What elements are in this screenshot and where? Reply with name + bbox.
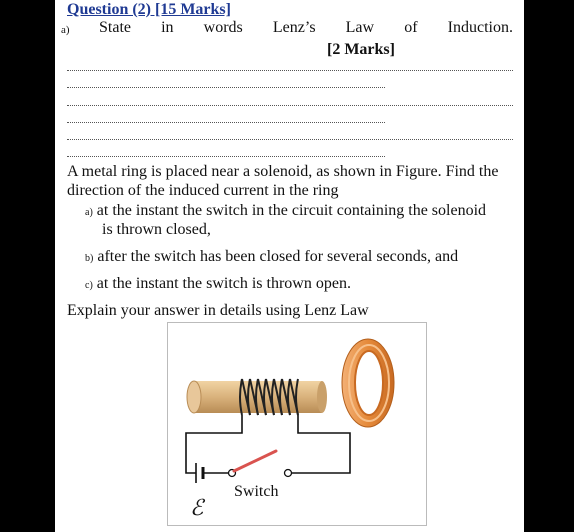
figure-illustration: [168, 323, 426, 525]
subpart-text: at the instant the switch is thrown open.: [96, 275, 351, 292]
metal-ring: [342, 339, 394, 427]
word: State: [99, 19, 131, 36]
word: Lenz’s: [272, 19, 316, 36]
subpart-marker: c): [85, 280, 93, 291]
word: Law: [345, 19, 375, 36]
solenoid-ring-figure: [167, 322, 427, 526]
answer-line: [67, 120, 385, 123]
part-a-marks: [2 Marks]: [327, 41, 395, 58]
subpart-a-continued: [102, 220, 211, 239]
answer-line: [67, 137, 513, 140]
answer-line: [67, 103, 513, 106]
subpart-text: at the instant the switch in the circuit containing the solenoid: [96, 202, 487, 219]
answer-line: [67, 85, 385, 88]
problem-paragraph: A metal ring is placed near a solenoid, as shown in Figure. Find the direction of the induced current in the ring: [67, 163, 499, 199]
part-a-question: [99, 19, 513, 37]
word: of: [404, 19, 418, 36]
switch-label: Switch: [234, 483, 279, 500]
word: Induction.: [447, 19, 513, 36]
subpart-marker: b): [85, 253, 94, 264]
subpart-marker: a): [85, 207, 93, 218]
subpart-a: [85, 201, 486, 222]
question-heading: Question (2) [15 Marks]: [67, 1, 231, 18]
circuit-wires: [186, 415, 350, 473]
word: words: [203, 19, 243, 36]
subpart-text: after the switch has been closed for several seconds, and: [97, 248, 459, 265]
answer-line: [67, 154, 385, 157]
switch-icon: [229, 451, 347, 477]
document-page: [55, 0, 524, 532]
battery-icon: [196, 463, 228, 483]
part-a-marker: a): [61, 24, 70, 36]
word: in: [161, 19, 174, 36]
subpart-c: [85, 274, 351, 295]
subpart-text: is thrown closed,: [102, 221, 211, 238]
answer-line: [67, 68, 513, 71]
emf-symbol: ℰ: [190, 495, 204, 520]
explain-instruction: Explain your answer in details using Lenz Law: [67, 302, 369, 319]
subpart-b: [85, 247, 458, 268]
